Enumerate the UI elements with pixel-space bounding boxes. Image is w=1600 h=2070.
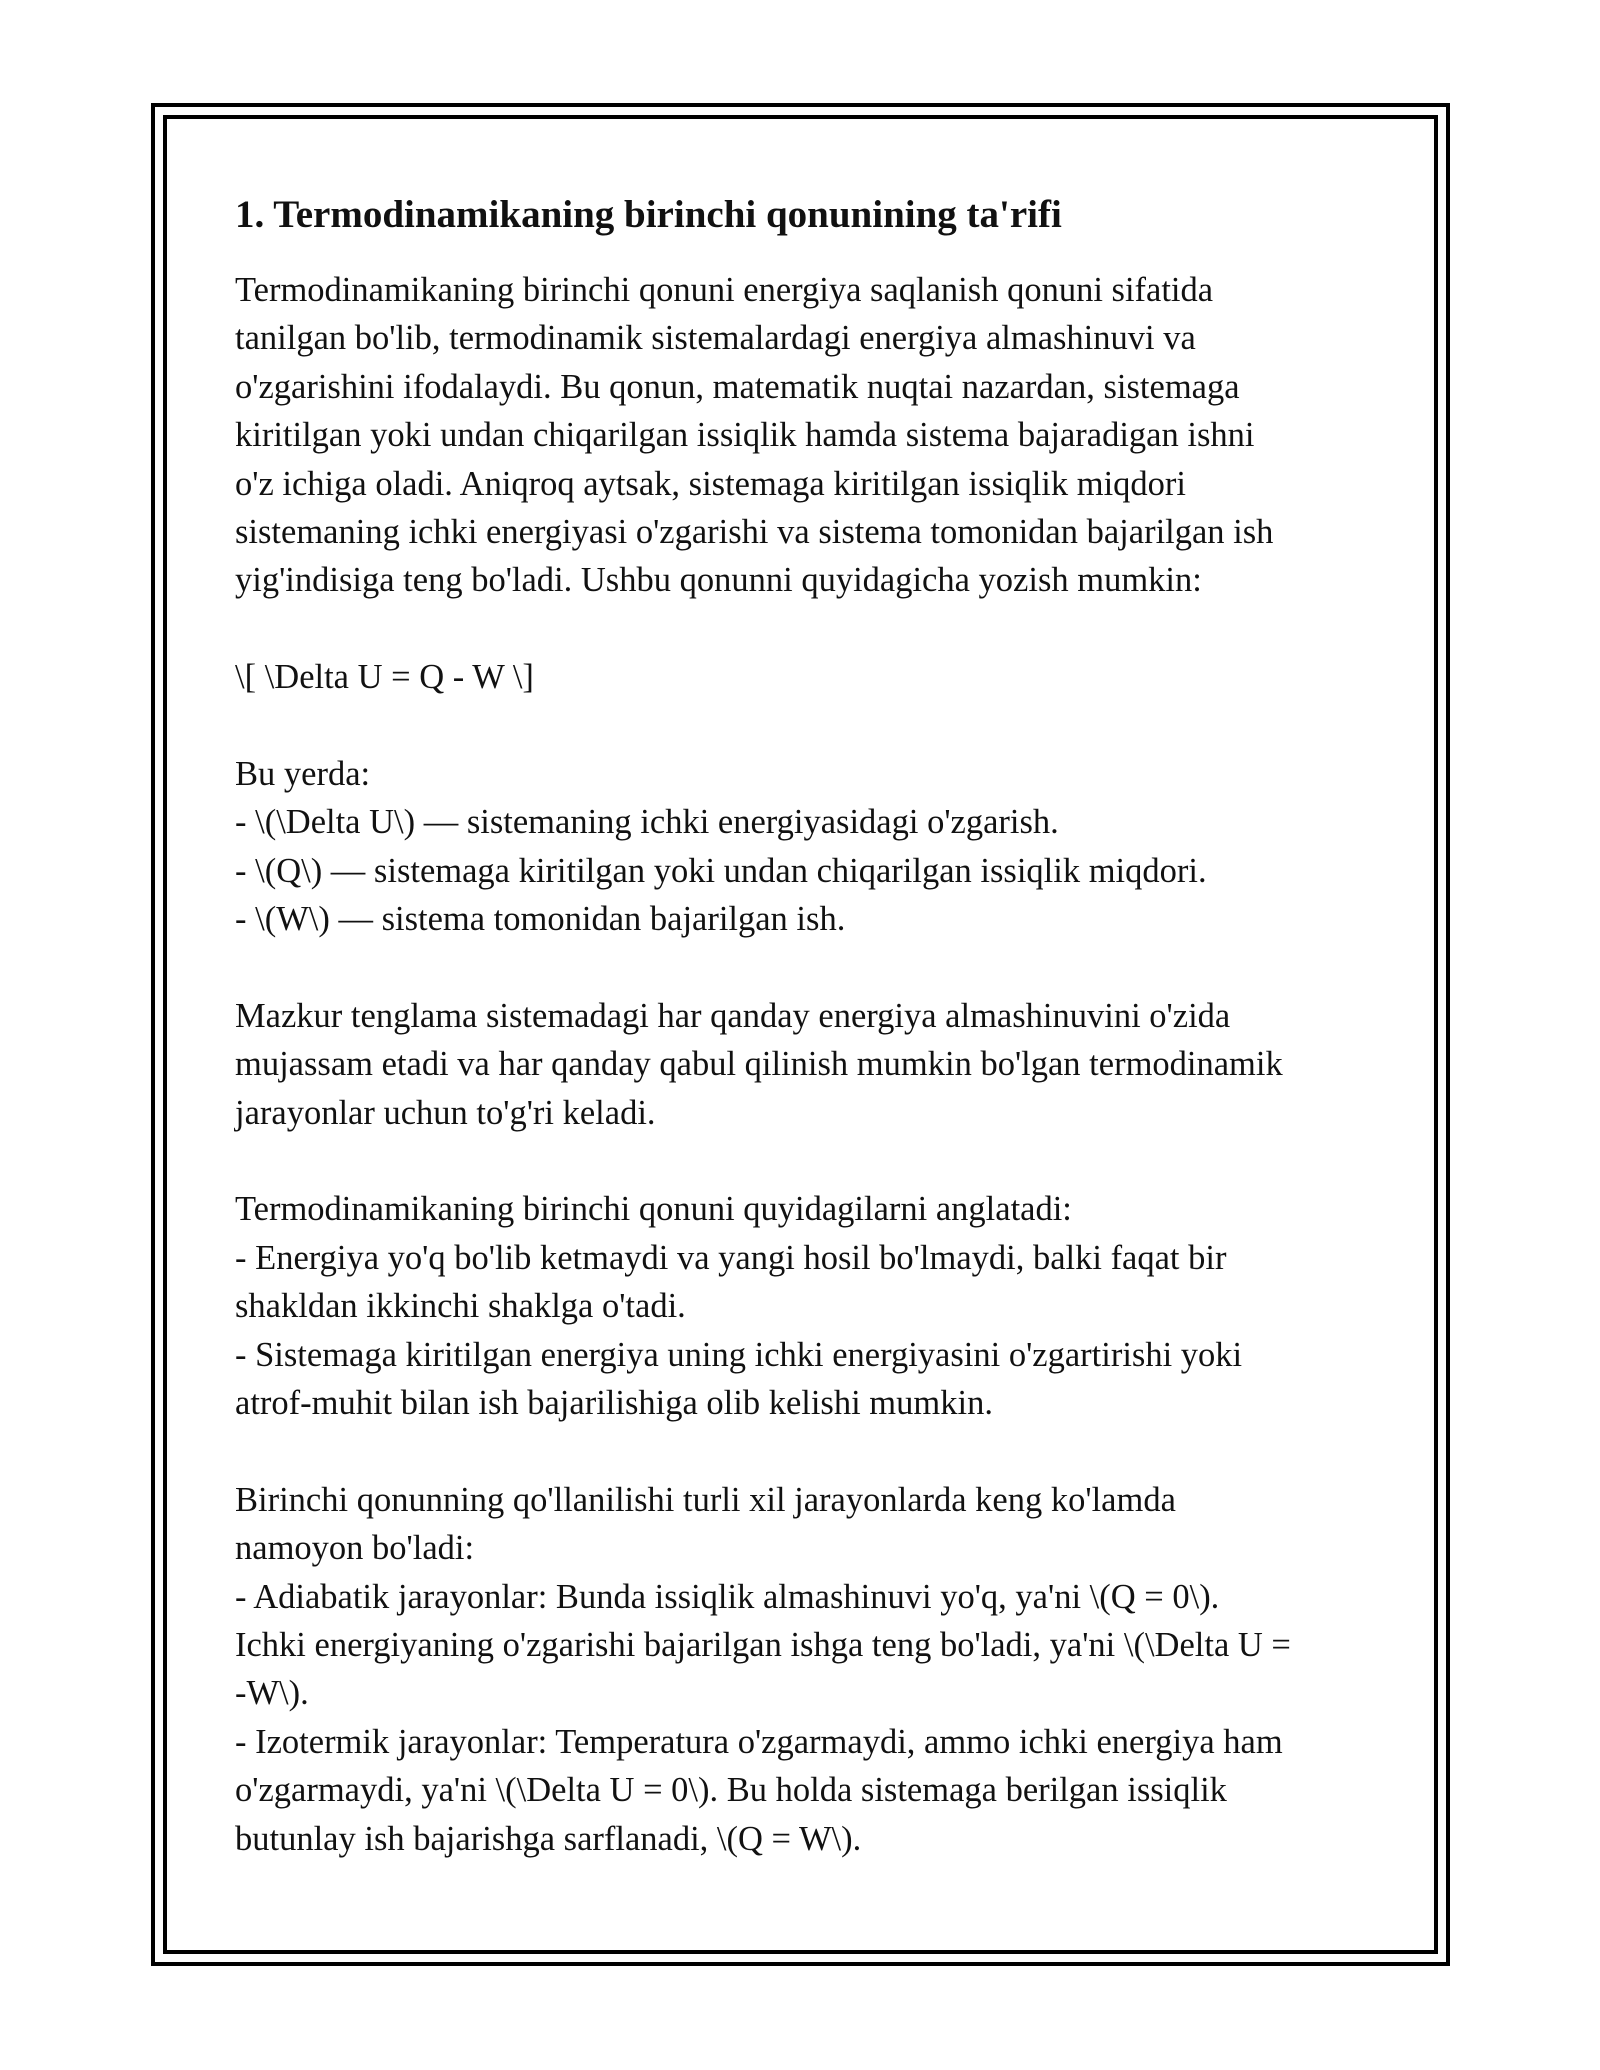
text-line: - Energiya yo'q bo'lib ketmaydi va yangi hosil bo'lmaydi, balki faqat bir xyxy=(235,1238,1227,1277)
text-line: Termodinamikaning birinchi qonuni energiya saqlanish qonuni sifatida xyxy=(235,271,1214,309)
text-line: tanilgan bo'lib, termodinamik sistemalardagi energiya almashinuvi va xyxy=(235,319,1196,358)
text-line: yig'indisiga teng bo'ladi. Ushbu qonunni quyidagicha yozish mumkin: xyxy=(235,561,1202,600)
text-line: - \(\Delta U\) — sistemaning ichki energiyasidagi o'zgarish. xyxy=(235,803,1059,842)
blank-line xyxy=(235,943,1365,991)
body-text xyxy=(235,266,1365,1863)
text-line: -W\). xyxy=(235,1674,309,1713)
blank-line xyxy=(235,1427,1365,1475)
text-line: shakldan ikkinchi shaklga o'tadi. xyxy=(235,1287,686,1326)
text-line: Birinchi qonunning qo'llanilishi turli xil jarayonlarda keng ko'lamda xyxy=(235,1480,1176,1519)
blank-line xyxy=(235,1137,1365,1185)
text-line: Termodinamikaning birinchi qonuni quyidagilarni anglatadi: xyxy=(235,1190,1072,1229)
text-line: Mazkur tenglama sistemadagi har qanday energiya almashinuvini o'zida xyxy=(235,996,1231,1035)
text-line: - Izotermik jarayonlar: Temperatura o'zgarmaydi, ammo ichki energiya ham xyxy=(235,1722,1283,1761)
text-line: namoyon bo'ladi: xyxy=(235,1529,475,1568)
text-line: butunlay ish bajarishga sarflanadi, \(Q = W\). xyxy=(235,1819,862,1858)
text-line: kiritilgan yoki undan chiqarilgan issiqlik hamda sistema bajaradigan ishni xyxy=(235,416,1255,455)
text-line: o'zgarmaydi, ya'ni \(\Delta U = 0\). Bu holda sistemaga berilgan issiqlik xyxy=(235,1771,1227,1810)
text-line: - \(W\) — sistema tomonidan bajarilgan ish. xyxy=(235,900,846,939)
text-line: o'zgarishini ifodalaydi. Bu qonun, matematik nuqtai nazardan, sistemaga xyxy=(235,367,1240,406)
text-line: jarayonlar uchun to'g'ri keladi. xyxy=(235,1093,656,1132)
blank-line xyxy=(235,702,1365,750)
text-line: atrof-muhit bilan ish bajarilishiga olib kelishi mumkin. xyxy=(235,1383,993,1422)
text-line: \[ \Delta U = Q - W \] xyxy=(235,658,534,697)
text-line: - Sistemaga kiritilgan energiya uning ichki energiyasini o'zgartirishi yoki xyxy=(235,1335,1243,1374)
text-line: Ichki energiyaning o'zgarishi bajarilgan ishga teng bo'ladi, ya'ni \(\Delta U = xyxy=(235,1625,1291,1664)
text-line: mujassam etadi va har qanday qabul qilinish mumkin bo'lgan termodinamik xyxy=(235,1045,1283,1084)
text-line: - Adiabatik jarayonlar: Bunda issiqlik almashinuvi yo'q, ya'ni \(Q = 0\). xyxy=(235,1577,1220,1616)
text-line: o'z ichiga oladi. Aniqroq aytsak, sistemaga kiritilgan issiqlik miqdori xyxy=(235,464,1186,503)
document-body xyxy=(235,188,1365,1863)
text-line: Bu yerda: xyxy=(235,754,371,793)
text-line: sistemaning ichki energiyasi o'zgarishi va sistema tomonidan bajarilgan ish xyxy=(235,512,1274,551)
blank-line xyxy=(235,605,1365,653)
text-line: - \(Q\) — sistemaga kiritilgan yoki undan chiqarilgan issiqlik miqdori. xyxy=(235,851,1207,890)
section-title: 1. Termodinamikaning birinchi qonunining ta'rifi xyxy=(235,193,1062,236)
